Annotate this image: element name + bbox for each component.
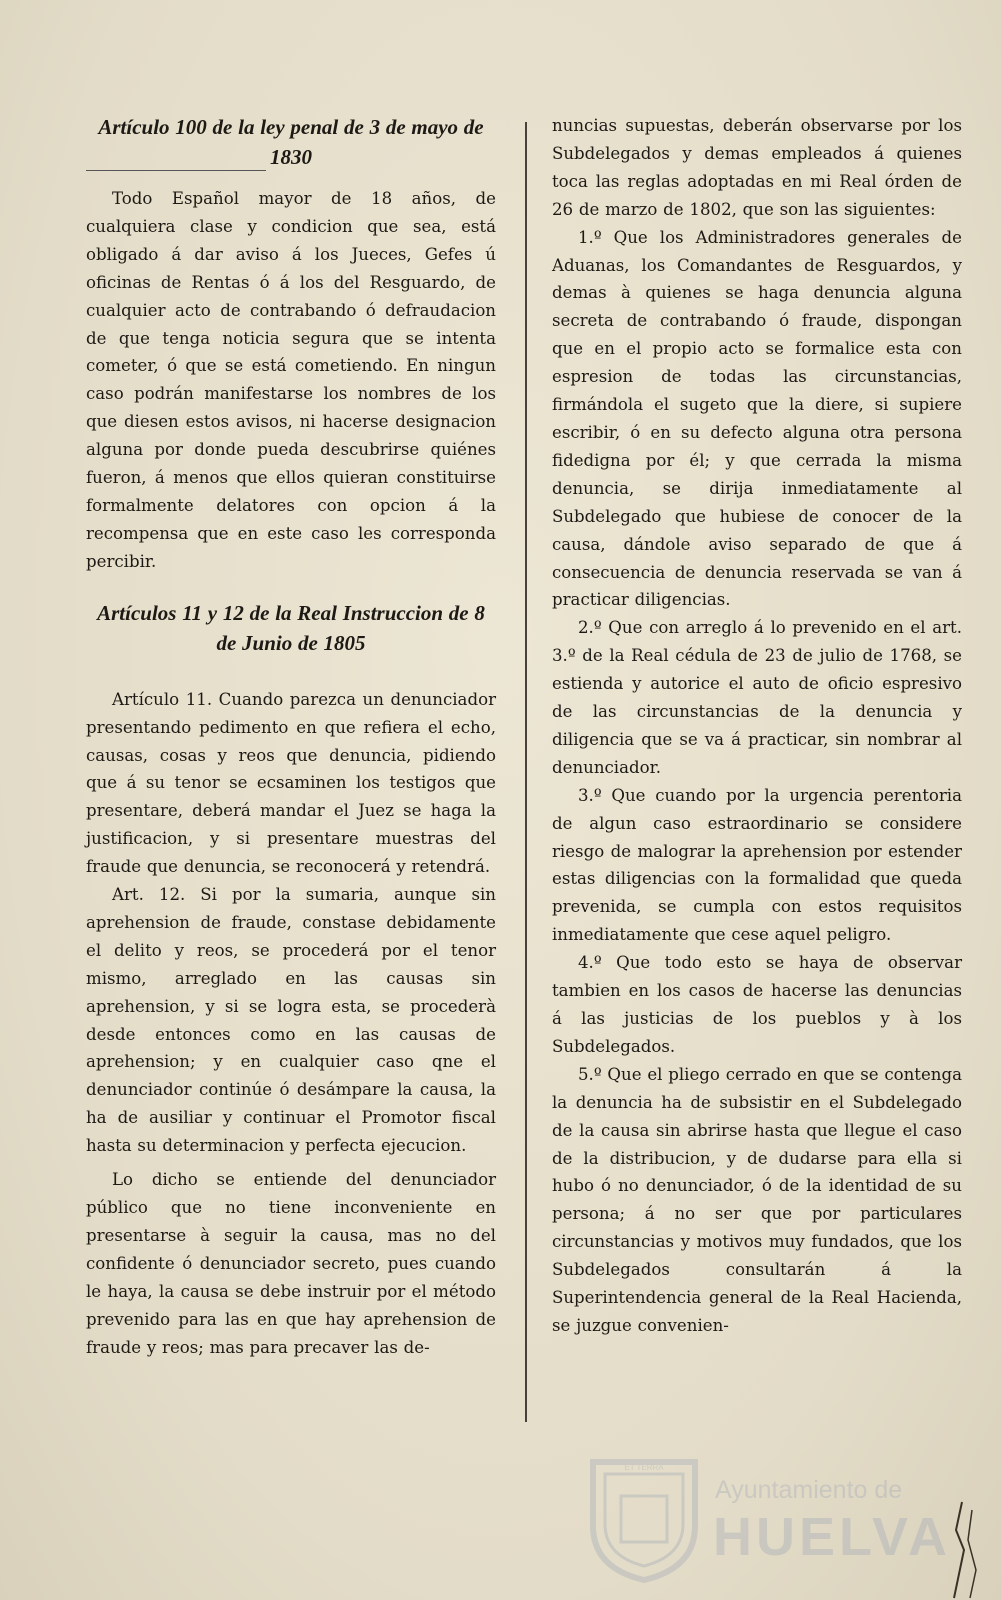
spacer — [86, 658, 496, 686]
column-divider — [525, 122, 527, 1422]
list-item-1: 1.º Que los Administradores generales de Aduanas, los Comandantes de Resguardos, y demas à quienes se haga denuncia alguna secreta de contrabando ó fraude, dispongan que en el propio acto se formalice esta con espresion de todas las circunstancias, firmándola el sugeto que la diere, si supiere escribir, ó en su defecto alguna otra persona fidedigna por él; y que cerrada la misma denuncia, se dirija inmediatamente al Subdelegado que hubiese de conocer de la causa, dándole aviso separado de que á consecuencia de denuncia reservada se van á practicar diligencias. — [552, 227, 962, 610]
heading-rule — [86, 170, 266, 171]
paragraph-denunciador: Lo dicho se entiende del denunciador público que no tiene inconveniente en presentarse à seguir la causa, mas no del confidente ó denunciador secreto, pues cuando le haya, la causa se debe instruir por el método prevenido para las en que hay aprehension de fraude y reos; mas para precaver las de- — [86, 1170, 496, 1357]
list-item-2: 2.º Que con arreglo á lo prevenido en el art. 3.º de la Real cédula de 23 de julio de 1768, se estienda y autorice el auto de oficio espresivo de las circunstancias de la denuncia y diligencia que se va á practicar, sin nombrar al denunciador. — [552, 618, 962, 777]
left-column — [86, 112, 496, 1361]
list-item-3: 3.º Que cuando por la urgencia perentoria de algun caso estraordinario se considere riesgo de malograr la aprehension por estender estas diligencias con la formalidad que queda prevenida, se cumpla con estos requisitos inmediatamente que cese aquel peligro. — [552, 785, 962, 945]
spacer — [86, 576, 496, 598]
list-item-4: 4.º Que todo esto se haya de observar tambien en los casos de hacerse las denuncias á las justicias de los pueblos y à los Subdelegados. — [552, 953, 962, 1056]
heading-article-100: Artículo 100 de la ley penal de 3 de mayo de 1830 — [98, 115, 484, 169]
paragraph-article-100: Todo Español mayor de 18 años, de cualquiera clase y condicion que sea, está obligado á dar aviso á los Jueces, Gefes ú oficinas de Rentas ó á los del Resguardo, de cualquier acto de contrabando ó defraudacion de que tenga noticia segura que se intenta cometer, ó que se está cometiendo. En ningun caso podrán manifestarse los nombres de los que diesen estos avisos, ni hacerse designacion alguna por donde pueda descubrirse quiénes fueron, á menos que ellos quieran constituirse formalmente delatores con opcion á la recompensa que en este caso les corresponda percibir. — [86, 189, 496, 571]
watermark-line-1: Ayuntamiento de — [715, 1476, 903, 1504]
paragraph-continuation: nuncias supuestas, deberán observarse por los Subdelegados y demas empleados á quienes toca las reglas adoptadas en mi Real órden de 26 de marzo de 1802, que son las siguientes: — [552, 116, 962, 219]
list-item-5: 5.º Que el pliego cerrado en que se contenga la denuncia ha de subsistir en el Subdelegado de la causa sin abrirse hasta que llegue el caso de la distribucion, y de dudarse para ella si hubo ó no denunciador, ó de la identidad de su persona; á no ser que por particulares circunstancias y motivos muy fundados, que los Subdelegados consultarán á la Superintendencia general de la Real Hacienda, se juzgue convenien- — [552, 1064, 962, 1335]
watermark — [585, 1456, 951, 1586]
right-column — [552, 112, 962, 1340]
shield-icon — [585, 1456, 703, 1584]
watermark-line-2: HUELVA — [713, 1507, 951, 1567]
paragraph-article-11: Artículo 11. Cuando parezca un denunciador presentando pedimento en que refiera el echo, causas, cosas y reos que denuncia, pidiendo que á su tenor se ecsaminen los testigos que presentare, deberá mandar el Juez se haga la justificacion, y si presentare muestras del fraude que denuncia, se reconocerá y retendrá. — [86, 689, 496, 877]
paragraph-article-12: Art. 12. Si por la sumaria, aunque sin aprehension de fraude, constase debidamente el delito y reos, se procederá por el tenor mismo, arreglado en las causas sin aprehension, y si se logra esta, se procederà desde entonces como en las causas de aprehension; y en cualquier caso qne el denunciador continúe ó desámpare la causa, la ha de ausiliar y continuar el Promotor fiscal hasta su determinacion y perfecta ejecucion. — [86, 885, 496, 1156]
shield-label: ET TERRA — [624, 1463, 664, 1472]
heading-articles-11-12: Artículos 11 y 12 de la Real Instruccion de 8 de Junio de 1805 — [97, 600, 485, 655]
paper-crack — [932, 1500, 992, 1600]
